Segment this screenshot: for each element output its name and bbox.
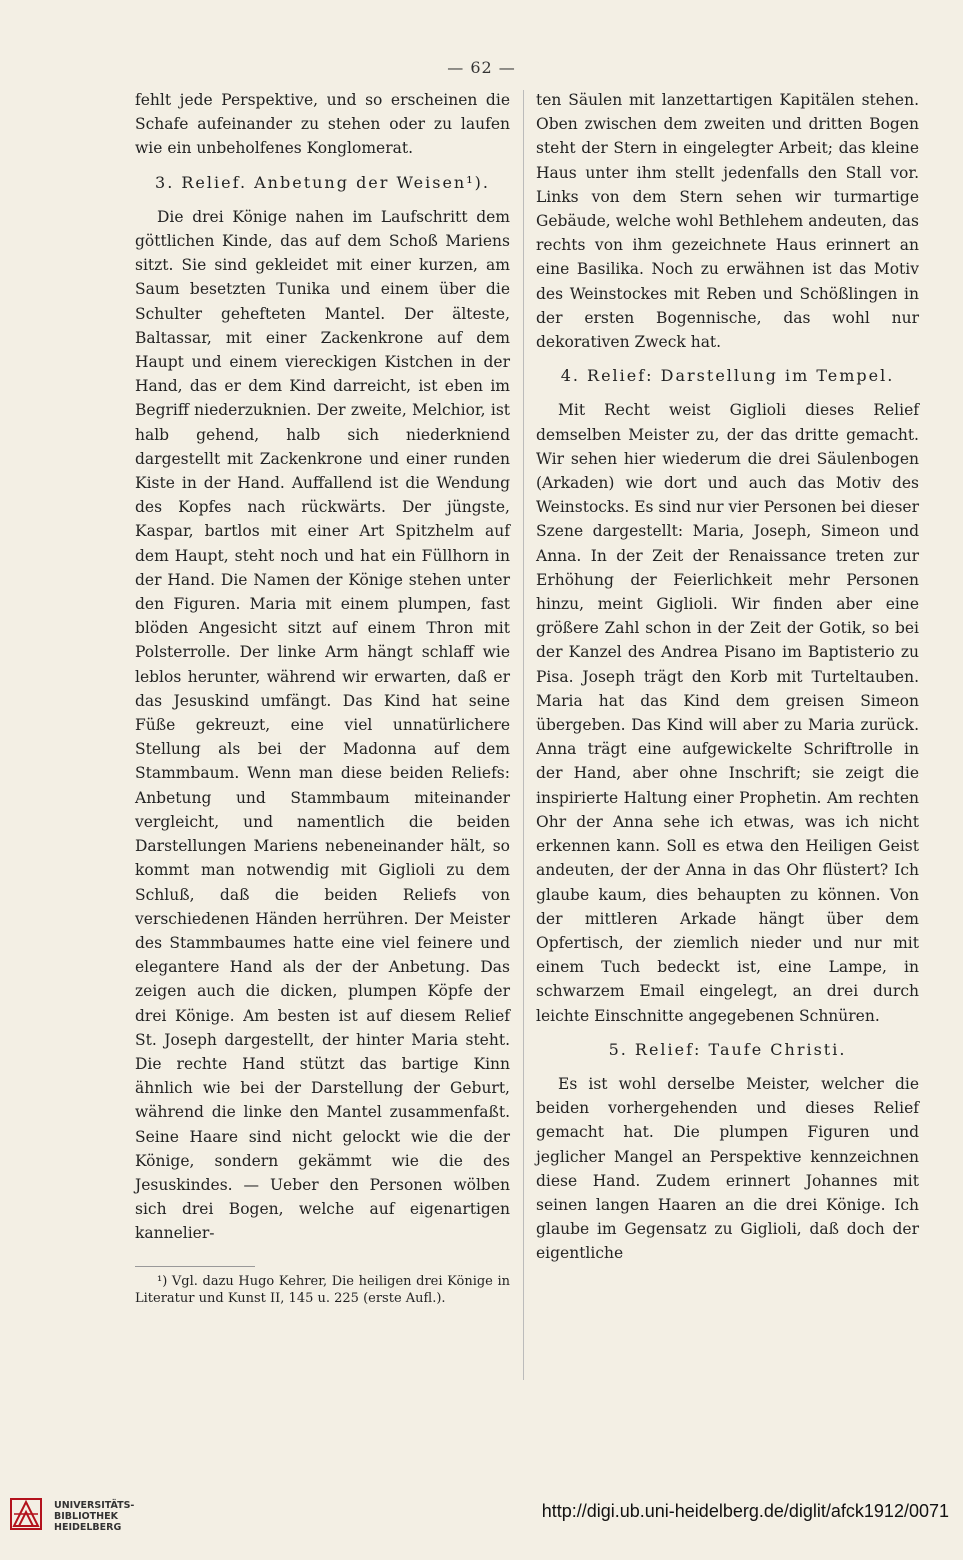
footnote: ¹) Vgl. dazu Hugo Kehrer, Die heiligen drei Könige in Literatur und Kunst II, 145 u. 225 (erste Aufl.). bbox=[135, 1273, 510, 1306]
left-paragraph-1: fehlt jede Perspektive, und so erscheinen die Schafe aufeinander zu stehen oder zu laufen wie ein unbeholfenes Konglomerat. bbox=[135, 91, 510, 158]
right-paragraph-2: Mit Recht weist Giglioli dieses Relief demselben Meister zu, der das dritte gemacht. Wir sehen hier wiederum die drei Säulenbogen (Arkaden) wie dort und auch das Motiv des Weinstocks. Es sind nur vier Personen bei dieser Szene dargestellt: Maria, Joseph, Simeon und Anna. In der Zeit der Renaissance treten zur Erhöhung der Feierlichkeit mehr Personen hinzu, meint Giglioli. Wir finden aber eine größere Zahl schon in der Zeit der Gotik, so bei der Kanzel des Andrea Pisano im Baptisterio zu Pisa. Joseph trägt den Korb mit Turteltauben. Maria hat das Kind dem greisen Simeon übergeben. Das Kind will aber zu Maria zurück. Anna trägt eine aufgewickelte Schriftrolle in der Hand, aber ohne Inschrift; sie zeigt die inspirierte Haltung einer Prophetin. Am rechten Ohr der Anna sehe ich etwas, was ich nicht erkennen kann. Soll es etwa den Heiligen Geist andeuten, der der Anna in das Ohr flüstert? Ich glaube kaum, dies behaupten zu können. Von der mittleren Arkade hängt über dem Opfertisch, der ziemlich nieder und nur mit einem Tuch bedeckt ist, eine Lampe, in schwarzem Email eingelegt, an drei durch leichte Einschnitte angegebenen Schnüren. bbox=[536, 401, 919, 1025]
left-paragraph-2: Die drei Könige nahen im Laufschritt dem göttlichen Kinde, das auf dem Schoß Mariens sitzt. Sie sind gekleidet mit einer kurzen, am Saum besetzten Tunika und einem über die Schulter gehefteten Mantel. Der älteste, Baltassar, mit einer Zackenkrone auf dem Haupt und einem viereckigen Kistchen in der Hand, das er dem Kind darreicht, ist eben im Begriff niederzuknien. Der zweite, Melchior, ist halb gehend, halb sich niederkniend dargestellt mit Zackenkrone und einer runden Kiste in der Hand. Auffallend ist die Wendung des Kopfes nach rückwärts. Der jüngste, Kaspar, bartlos mit einer Art Spitzhelm auf dem Haupt, steht noch und hat ein Füllhorn in der Hand. Die Namen der Könige stehen unter den Figuren. Maria mit einem plumpen, fast blöden Angesicht sitzt auf einem Thron mit Polsterrolle. Der linke Arm hängt schlaff wie leblos herunter, während wir erwarten, daß er das Jesuskind umfängt. Das Kind hat seine Füße gekreuzt, eine viel unnatürlichere Stellung als bei der Madonna auf dem Stammbaum. Wenn man diese beiden Reliefs: Anbetung und Stammbaum miteinander vergleicht, und namentlich die beiden Darstellungen Mariens nebeneinander hält, so kommt man notwendig mit Giglioli zu dem Schluß, daß die beiden Reliefs von verschiedenen Händen herrühren. Der Meister des Stammbaumes hatte eine viel feinere und elegantere Hand als der der Anbetung. Das zeigen auch die dicken, plumpen Köpfe der drei Könige. Am besten ist auf diesem Relief St. Joseph dargestellt, der hinter Maria steht. Die rechte Hand stützt das bartige Kinn ähnlich wie bei der Darstellung der Geburt, während die linke den Mantel zusammenfaßt. Seine Haare sind nicht gelockt wie die der Könige, sondern gekämmt wie die des Jesuskindes. — Ueber den Personen wölben sich drei Bogen, welche auf eigenartigen kannelier- bbox=[135, 207, 510, 1243]
source-url-link[interactable]: http://digi.ub.uni-heidelberg.de/diglit/afck1912/0071 bbox=[541, 1501, 949, 1521]
library-line-1: UNIVERSITÄTS- bbox=[54, 1500, 135, 1511]
library-line-2: BIBLIOTHEK bbox=[54, 1511, 118, 1522]
section-heading-5: 5. Relief: Taufe Christi. bbox=[608, 1039, 847, 1059]
left-column bbox=[135, 88, 510, 1307]
library-line-3: HEIDELBERG bbox=[54, 1522, 122, 1533]
right-paragraph-1: ten Säulen mit lanzettartigen Kapitälen stehen. Oben zwischen dem zweiten und dritten Bogen steht der Stern in eingelegter Arbeit; das kleine Haus unter ihm stellt jedenfalls den Stall vor. Links von dem Stern sehen wir turmartige Gebäude, welche wohl Bethlehem andeuten, das rechts von ihm gezeichnete Haus erinnert an eine Basilika. Noch zu erwähnen ist das Motiv des Weinstockes mit Reben und Schößlingen in der ersten Bogennische, das wohl nur dekorativen Zweck hat. bbox=[536, 91, 919, 352]
footer-bar bbox=[0, 1486, 963, 1560]
section-heading-3: 3. Relief. Anbetung der Weisen¹). bbox=[155, 172, 490, 192]
section-heading-4: 4. Relief: Darstellung im Tempel. bbox=[560, 366, 895, 386]
university-seal-icon bbox=[10, 1498, 42, 1530]
right-paragraph-3: Es ist wohl derselbe Meister, welcher die beiden vorhergehenden und dieses Relief gemacht hat. Die plumpen Figuren und jeglicher Mangel an Perspektive kennzeichnen diese Hand. Zudem erinnert Johannes mit seinen langen Haaren an die drei Könige. Ich glaube im Gegensatz zu Giglioli, daß doch der eigentliche bbox=[536, 1074, 919, 1263]
page-number: — 62 — bbox=[447, 58, 516, 77]
library-name bbox=[54, 1500, 134, 1533]
column-divider bbox=[523, 90, 524, 1380]
right-column bbox=[536, 88, 919, 1266]
footnote-separator bbox=[135, 1266, 255, 1267]
